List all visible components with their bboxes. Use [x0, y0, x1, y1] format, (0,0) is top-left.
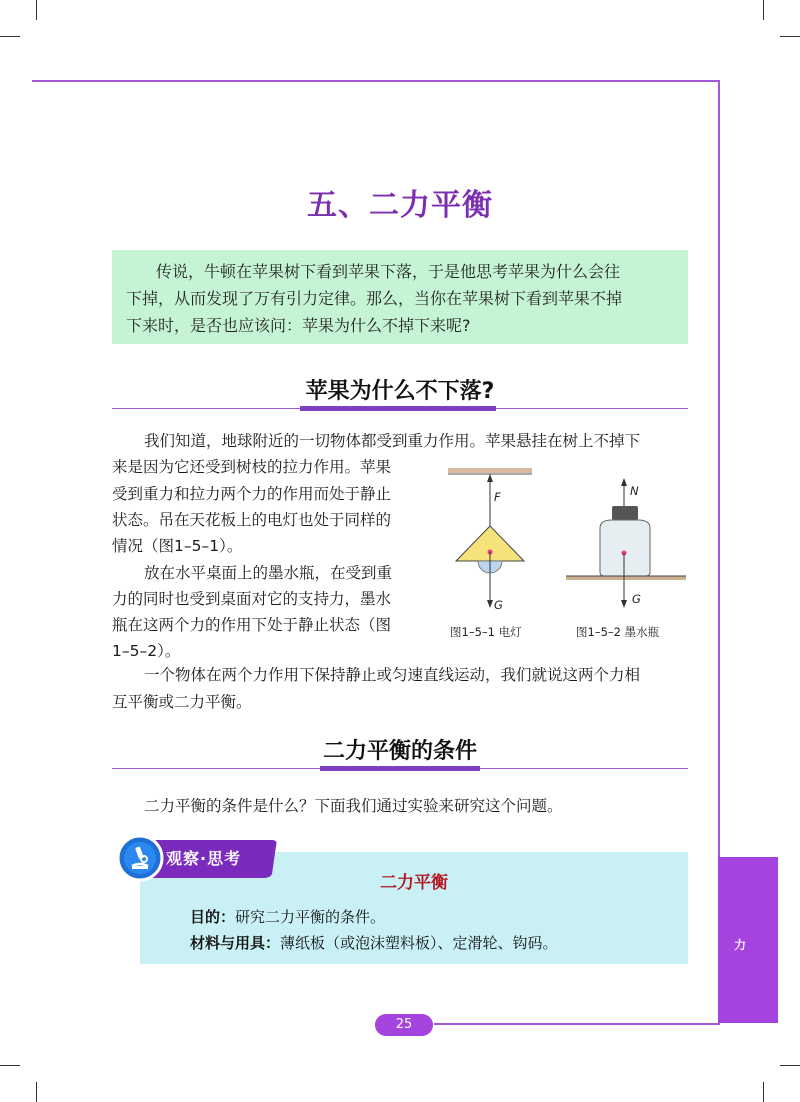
fig1-bottom-label: G — [494, 598, 503, 612]
body-line: 互平衡或二力平衡。 — [112, 693, 252, 711]
materials-label: 材料与用具： — [190, 934, 281, 952]
purpose-label: 目的： — [190, 908, 236, 926]
crop-mark — [763, 1082, 764, 1102]
fig2-top-label: N — [630, 484, 639, 498]
fig2-caption: 图1–5–2 墨水瓶 — [576, 625, 660, 639]
intro-box — [112, 250, 688, 344]
lamp-figure — [440, 466, 540, 616]
body-line: 1–5–2）。 — [112, 642, 181, 660]
body-line: 受到重力和拉力两个力的作用而处于静止 — [112, 485, 392, 503]
chapter-side-tab — [718, 857, 778, 1023]
intro-line: 下掉，从而发现了万有引力定律。那么，当你在苹果树下看到苹果不掉 — [126, 289, 623, 308]
ink-bottle-figure — [564, 476, 688, 616]
section-underline-1 — [300, 406, 496, 411]
body-line: 我们知道，地球附近的一切物体都受到重力作用。苹果悬挂在树上不掉下 — [144, 432, 641, 450]
crop-mark — [780, 36, 800, 37]
body-line: 二力平衡的条件是什么？下面我们通过实验来研究这个问题。 — [144, 797, 563, 815]
purpose-line — [190, 906, 385, 927]
fig1-caption: 图1–5–1 电灯 — [450, 625, 522, 639]
fig2-bottom-label: G — [632, 592, 641, 606]
section-underline-2 — [320, 766, 480, 771]
observe-title: 二力平衡 — [380, 873, 448, 893]
crop-mark — [0, 1065, 20, 1066]
intro-line: 传说，牛顿在苹果树下看到苹果下落，于是他思考苹果为什么会往 — [156, 262, 621, 281]
crop-mark — [763, 0, 764, 20]
page-title: 五、二力平衡 — [307, 188, 493, 223]
body-line: 放在水平桌面上的墨水瓶，在受到重 — [144, 564, 393, 582]
crop-mark — [780, 1065, 800, 1066]
section-heading-2: 二力平衡的条件 — [322, 739, 477, 764]
crop-mark — [0, 36, 20, 37]
body-line: 情况（图1–5–1）。 — [112, 537, 243, 555]
purpose-text: 研究二力平衡的条件。 — [235, 908, 386, 926]
chapter-side-tab-label: 力 — [734, 938, 747, 952]
body-line: 瓶在这两个力的作用下处于静止状态（图 — [112, 616, 392, 634]
intro-line: 下来时，是否也应该问：苹果为什么不掉下来呢? — [126, 316, 471, 335]
body-line: 一个物体在两个力作用下保持静止或匀速直线运动，我们就说这两个力相 — [144, 666, 641, 684]
crop-mark — [36, 1082, 37, 1102]
bottom-rule — [434, 1023, 720, 1025]
observe-badge-label: 观察·思考 — [166, 849, 242, 868]
body-line: 来是因为它还受到树枝的拉力作用。苹果 — [112, 458, 392, 476]
page-number: 25 — [375, 1014, 433, 1036]
body-line: 状态。吊在天花板上的电灯也处于同样的 — [112, 511, 392, 529]
fig1-top-label: F — [494, 490, 501, 504]
section-heading-1: 苹果为什么不下落? — [305, 379, 495, 404]
materials-text: 薄纸板（或泡沫塑料板）、定滑轮、钩码。 — [280, 934, 558, 952]
top-rule — [32, 80, 720, 82]
materials-line — [190, 932, 558, 953]
body-line: 力的同时也受到桌面对它的支持力，墨水 — [112, 590, 392, 608]
crop-mark — [36, 0, 37, 20]
